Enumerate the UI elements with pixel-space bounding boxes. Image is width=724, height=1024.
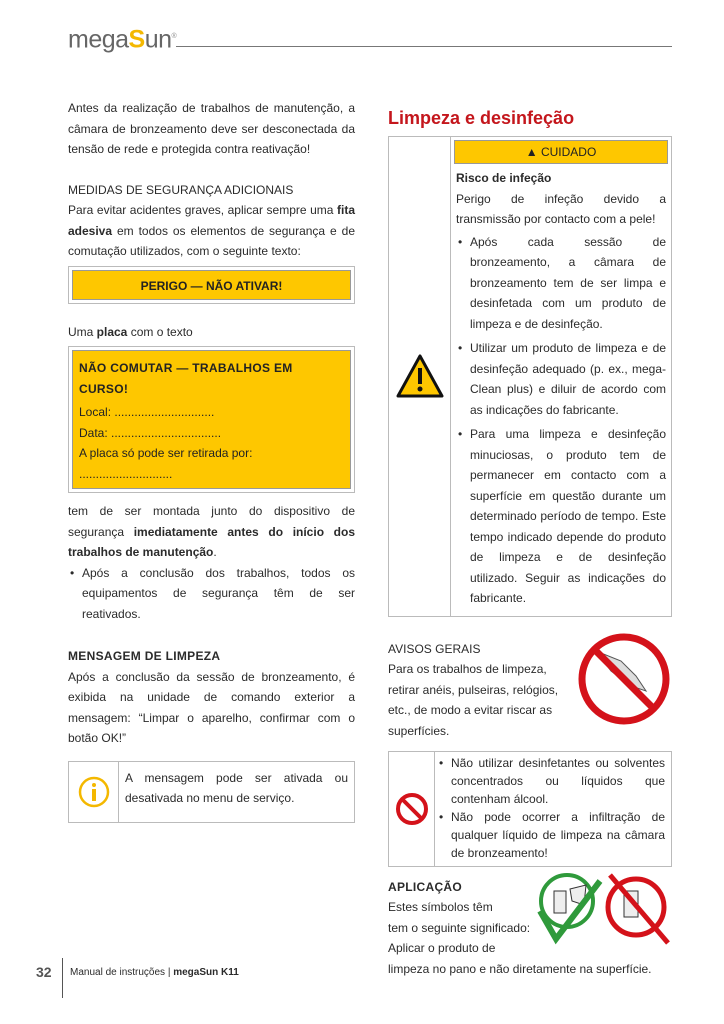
measures-heading: MEDIDAS DE SEGURANÇA ADICIONAIS <box>68 182 294 197</box>
caution-banner <box>454 140 668 164</box>
caution-bullet: • Para uma limpeza e desinfeção minuciosas, o produto tem de permanecer em contacto com a superfície em questão durante um determinado período de tempo. Este tempo indicado depende do produto de limpeza e de desinfeção utilizado. Seguir as indicações do fabricante. <box>456 424 666 609</box>
warning-icon <box>389 137 451 616</box>
info-text: A mensagem pode ser ativada ou desativada no menu de serviço. <box>125 770 348 805</box>
cleaning-heading: MENSAGEM DE LIMPEZA <box>68 649 221 663</box>
application-heading: APLICAÇÃO <box>388 879 463 894</box>
info-icon <box>69 762 119 822</box>
application-text: Estes símbolos têm <box>388 900 493 914</box>
page-number: 32 <box>36 964 52 980</box>
caution-bullet: • Após cada sessão de bronzeamento, a câmara de bronzeamento tem de ser limpa e desinfetada com um produto de limpeza e de desinfeção. <box>456 232 666 335</box>
application-text: tem o seguinte significado: <box>388 920 531 935</box>
risk-text: Perigo de infeção devido a transmissão por contacto com a pele! <box>456 191 666 226</box>
prohibition-box <box>388 751 672 867</box>
bullet-item: • Após a conclusão dos trabalhos, todos os equipamentos de segurança têm de ser reativados. <box>68 563 355 625</box>
prohibition-bullet: • Não pode ocorrer a infiltração de qualquer líquido de limpeza na câmara de bronzeamento! <box>437 808 665 862</box>
wrong-application-icon <box>602 869 674 949</box>
danger-box <box>68 266 355 304</box>
sign-box <box>68 346 355 493</box>
info-box <box>68 761 355 823</box>
megasun-logo: megaSun® <box>68 25 177 54</box>
footer-manual: Manual de instruções | megaSun K11 <box>70 967 239 978</box>
application-text: Aplicar o produto de <box>388 941 496 955</box>
prohibition-icon <box>389 752 435 866</box>
footer-divider <box>62 958 63 998</box>
danger-label: PERIGO — NÃO ATIVAR! <box>72 270 351 300</box>
application-text: limpeza no pano e não diretamente na superfície. <box>388 961 652 976</box>
sign-local: Local: .............................. <box>79 405 215 419</box>
no-jewelry-icon <box>576 631 672 727</box>
sign-title: NÃO COMUTAR — TRABALHOS EM CURSO! <box>79 361 293 396</box>
sign-data: Data: ................................. <box>79 425 222 440</box>
sign-removed: A placa só pode ser retirada por: ............................ <box>79 446 253 481</box>
general-heading: AVISOS GERAIS <box>388 641 481 656</box>
caution-box <box>388 136 672 617</box>
correct-application-icon <box>534 871 604 951</box>
prohibition-bullet: • Não utilizar desinfetantes ou solventes concentrados ou líquidos que contenham álcool. <box>437 754 665 808</box>
intro-text: Antes da realização de trabalhos de manutenção, a câmara de bronzeamento deve ser desconectada da tensão de rede e protegida contra reativação! <box>68 101 355 156</box>
caution-triangle-icon: ▲ <box>525 145 538 159</box>
header-divider <box>176 46 672 47</box>
mount-text: tem de ser montada junto do dispositivo de segurança imediatamente antes do início dos trabalhos de manutenção. <box>68 504 356 559</box>
right-column <box>388 106 672 979</box>
general-text: Para os trabalhos de limpeza, retirar anéis, pulseiras, relógios, etc., de modo a evitar riscar as superfícies. <box>388 662 559 738</box>
risk-title: Risco de infeção <box>456 171 552 185</box>
caution-bullet: • Utilizar um produto de limpeza e de desinfeção adequado (p. ex., mega-Clean plus) e diluir de acordo com as indicações do fabricante. <box>456 338 666 420</box>
section-title: Limpeza e desinfeção <box>388 108 575 128</box>
cleaning-text: Após a conclusão da sessão de bronzeamento, é exibida na unidade de comando exterior a mensagem: “Limpar o aparelho, confirmar com o botão OK!” <box>68 669 355 745</box>
left-column <box>68 98 355 823</box>
caution-label: CUIDADO <box>540 145 597 159</box>
placa-text: Uma placa com o texto <box>68 324 193 339</box>
measures-text: Para evitar acidentes graves, aplicar sempre uma fita adesiva em todos os elementos de segurança e de comutação utilizados, com o seguinte texto: <box>68 203 355 258</box>
